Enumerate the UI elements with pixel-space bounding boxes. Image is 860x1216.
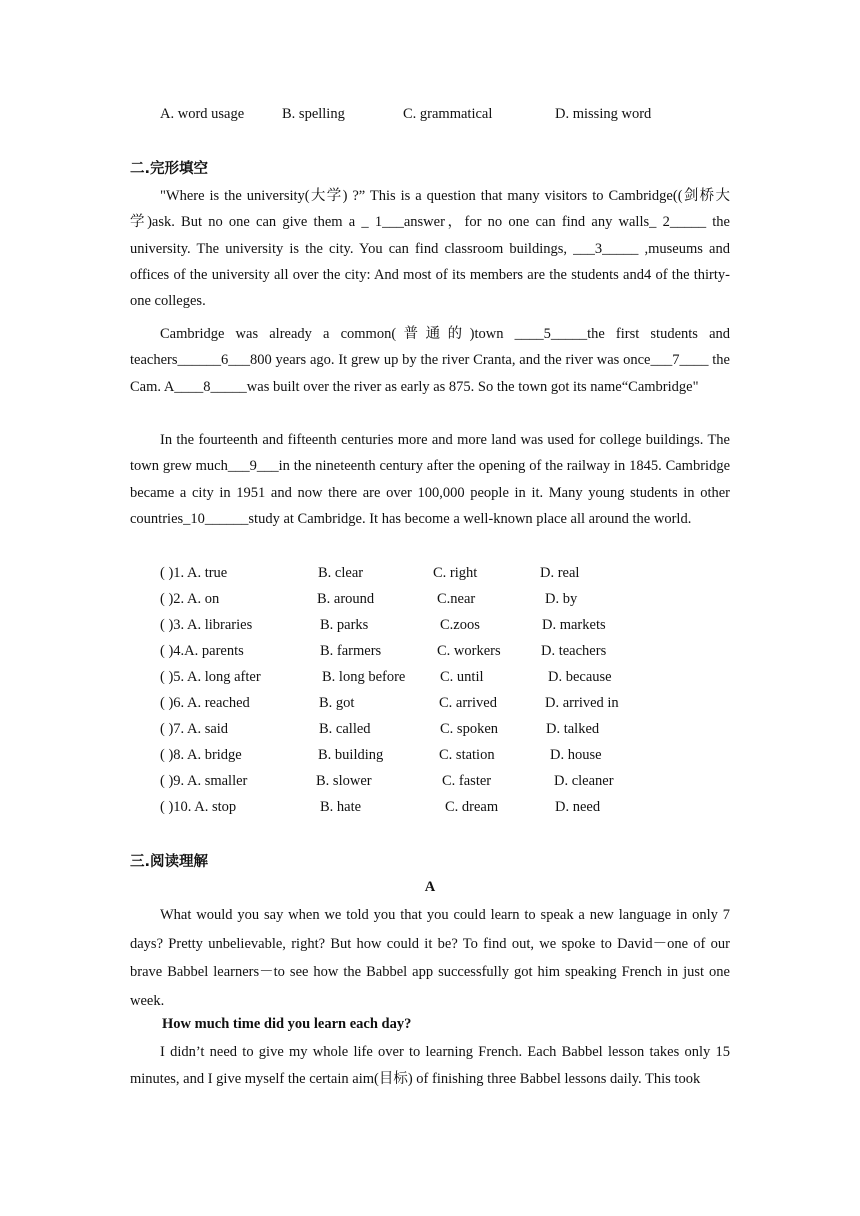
question-num-a: ( )1. A. true [160, 565, 228, 581]
passage-label: A [424, 879, 436, 895]
option-d: D. missing word [555, 106, 652, 122]
cloze-paragraph-1: "Where is the university(大学) ?” This is a question that many visitors to Cambridge((剑桥大学)ask. But no one can give them a _ 1___answer，for no one can find any walls_ 2_____ the university. The university is the city. You can find classroom buildings, ___3_____ ,museums and offices of the university all over the city: And most of its members are the students and4 of the thirty-one colleges. [130, 188, 730, 310]
question-num-a: ( )6. A. reached [160, 695, 250, 711]
cloze-paragraph-3: In the fourteenth and fifteenth centuries more and more land was used for college buildings. The town grew much___9___in the nineteenth century after the opening of the railway in 1845. Cambridge became a city in 1951 and now there are over 100,000 people in it. Many young students in other countries_10______study at Cambridge. It has become a well-known place all around the world. [130, 432, 730, 527]
option-d: D. by [545, 591, 578, 607]
question-num-a: ( )3. A. libraries [160, 617, 253, 633]
question-num-a: ( )4.A. parents [160, 643, 244, 659]
reading-paragraph-2: I didn’t need to give my whole life over to learning French. Each Babbel lesson takes only 15 minutes, and I give myself the certain aim(目标) of finishing three Babbel lessons daily. This took [130, 1044, 730, 1087]
question-num-a: ( )9. A. smaller [160, 773, 248, 789]
option-c: C. grammatical [403, 106, 493, 122]
reading-subheading: How much time did you learn each day? [162, 1016, 412, 1032]
question-num-a: ( )2. A. on [160, 591, 220, 607]
option-b: B. called [319, 721, 371, 737]
reading-paragraph-1: What would you say when we told you that you could learn to speak a new language in only 7 days? Pretty unbelievable, right? But how could it be? To find out, we spoke to David－one of our brave Babbel learners－to see how the Babbel app successfully got him speaking French in just one week. [130, 907, 730, 1009]
question-num-a: ( )7. A. said [160, 721, 229, 737]
option-d: D. cleaner [554, 773, 614, 789]
section-2-title: 二.完形填空 [130, 161, 209, 177]
option-b: B. parks [320, 617, 369, 633]
option-c: C. faster [442, 773, 492, 789]
option-c: C. dream [445, 799, 499, 815]
option-b: B. hate [320, 799, 362, 815]
option-c: C. until [440, 669, 484, 685]
option-b: B. slower [316, 773, 372, 789]
option-c: C. right [433, 565, 478, 581]
option-b: B. got [319, 695, 355, 711]
option-b: B. clear [318, 565, 364, 581]
option-c: C. station [439, 747, 495, 763]
option-b: B. farmers [320, 643, 382, 659]
option-d: D. talked [546, 721, 600, 737]
option-d: D. because [548, 669, 612, 685]
question-num-a: ( )10. A. stop [160, 799, 237, 815]
question-num-a: ( )8. A. bridge [160, 747, 242, 763]
cloze-paragraph-2: Cambridge was already a common(普通的)town ____5_____the first students and teachers______6___800 years ago. It grew up by the river Cranta, and the river was once___7____ the Cam. A____8_____was built over the river as early as 875. So the town got its name“Cambridge" [130, 326, 730, 395]
option-b: B. long before [322, 669, 406, 685]
option-d: D. house [550, 747, 602, 763]
option-c: C. workers [437, 643, 501, 659]
option-b: B. spelling [282, 106, 345, 122]
question-num-a: ( )5. A. long after [160, 669, 261, 685]
option-b: B. building [318, 747, 384, 763]
option-d: D. markets [542, 617, 606, 633]
option-c: C.zoos [440, 617, 480, 633]
option-d: D. arrived in [545, 695, 619, 711]
option-d: D. need [555, 799, 601, 815]
option-d: D. teachers [541, 643, 607, 659]
option-c: C.near [437, 591, 476, 607]
option-a: A. word usage [160, 106, 245, 122]
option-c: C. spoken [440, 721, 498, 737]
option-b: B. around [317, 591, 375, 607]
option-d: D. real [540, 565, 580, 581]
option-c: C. arrived [439, 695, 497, 711]
section-3-title: 三.阅读理解 [130, 854, 209, 870]
